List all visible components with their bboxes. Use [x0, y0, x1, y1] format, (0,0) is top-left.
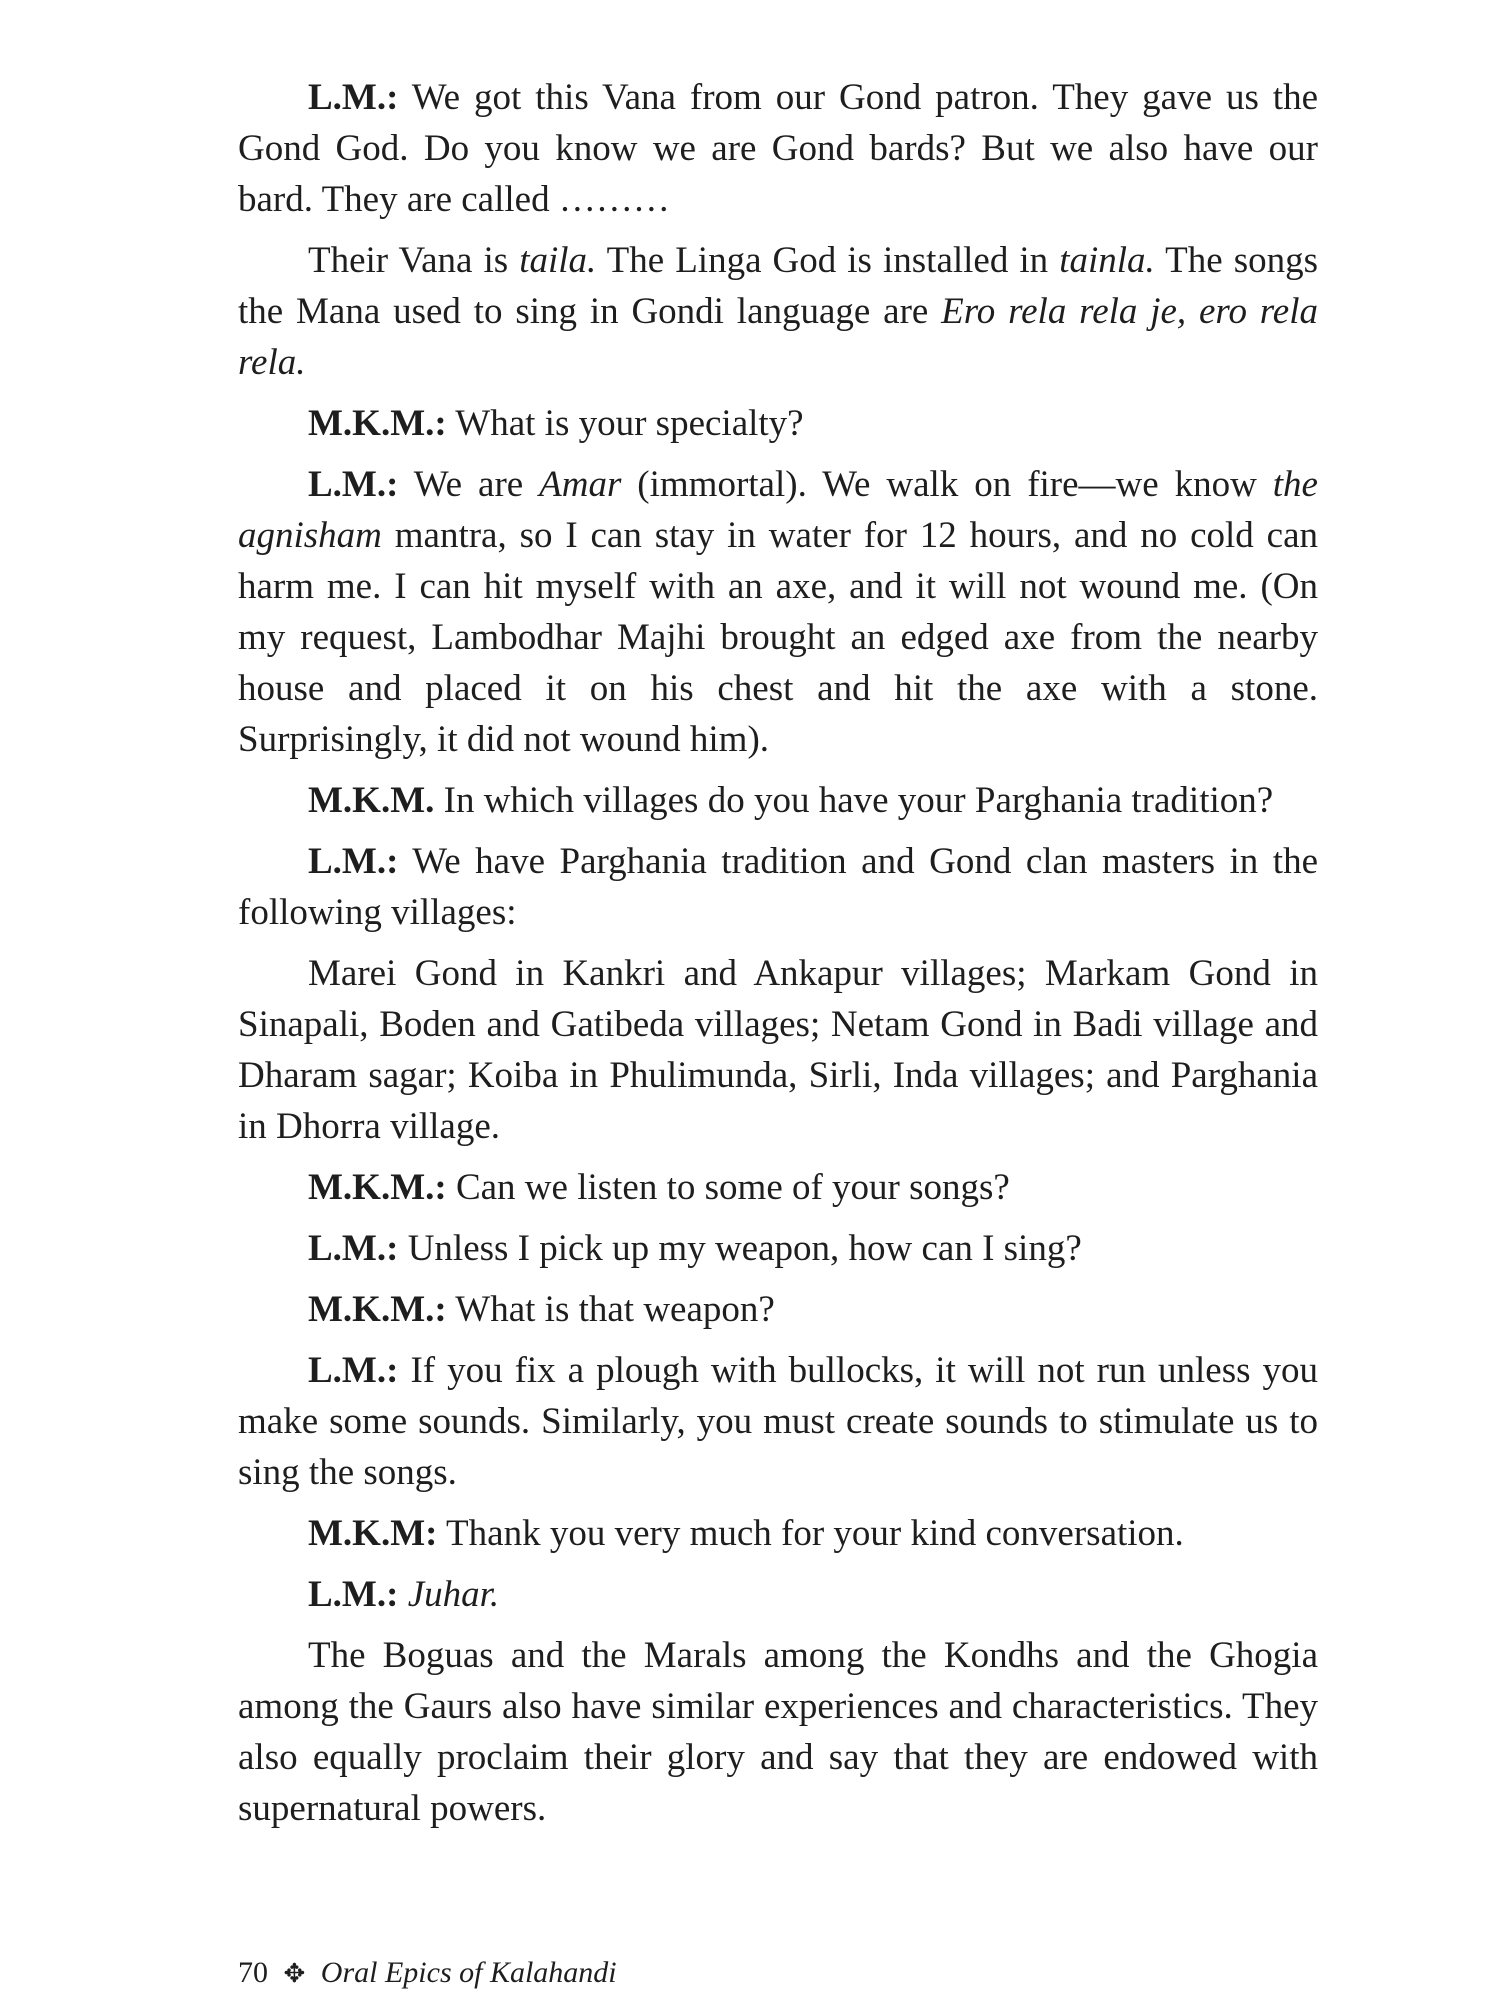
text-segment: We are	[413, 464, 540, 505]
italic-text: Amar	[539, 464, 622, 505]
running-title: Oral Epics of Kalahandi	[320, 1956, 617, 1989]
text-segment: The Linga God is installed in	[596, 240, 1060, 281]
paragraph	[238, 1345, 1318, 1498]
text-segment: We got this Vana from our Gond patron. They gave us the Gond God. Do you know we are Gond bards? But we also have our bard. They are called ………	[238, 77, 1318, 220]
text-segment: In which villages do you have your Parghania tradition?	[443, 780, 1274, 821]
speaker-label: M.K.M.:	[308, 1289, 447, 1330]
ornament-icon: ✥	[283, 1959, 306, 1988]
paragraph	[238, 1569, 1318, 1620]
paragraph	[238, 775, 1318, 826]
paragraph	[238, 1284, 1318, 1335]
speaker-label: L.M.:	[308, 1574, 399, 1615]
speaker-label: M.K.M:	[308, 1513, 438, 1554]
page-footer	[238, 1955, 617, 1992]
paragraph	[238, 1508, 1318, 1559]
speaker-label: L.M.:	[308, 464, 399, 505]
text-segment: The songs the Mana used to sing in Gondi language are	[238, 240, 1318, 332]
body-text	[238, 72, 1318, 1844]
text-segment: Marei Gond in Kankri and Ankapur villages; Markam Gond in Sinapali, Boden and Gatibeda villages; Netam Gond in Badi village and Dharam sagar; Koiba in Phulimunda, Sirli, Inda villages; and Parghania in Dhorra village.	[238, 953, 1318, 1147]
speaker-label: L.M.:	[308, 77, 399, 118]
paragraph	[238, 1223, 1318, 1274]
text-segment: If you fix a plough with bullocks, it will not run unless you make some sounds. Similarly, you must create sounds to stimulate us to sing the songs.	[238, 1350, 1318, 1493]
text-segment: We have Parghania tradition and Gond clan masters in the following villages:	[238, 841, 1318, 933]
speaker-label: L.M.:	[308, 1350, 399, 1391]
text-segment: (immortal). We walk on fire—we know	[621, 464, 1273, 505]
text-segment: Their Vana is	[308, 240, 520, 281]
text-segment: What is that weapon?	[455, 1289, 775, 1330]
speaker-label: M.K.M.:	[308, 403, 447, 444]
italic-text: tainla.	[1059, 240, 1155, 281]
text-segment: Can we listen to some of your songs?	[455, 1167, 1010, 1208]
text-segment: Thank you very much for your kind conversation.	[446, 1513, 1184, 1554]
paragraph	[238, 836, 1318, 938]
italic-text: the agnisham	[238, 464, 1318, 556]
paragraph	[238, 948, 1318, 1152]
paragraph	[238, 235, 1318, 388]
speaker-label: M.K.M.:	[308, 1167, 447, 1208]
italic-text: Juhar.	[407, 1574, 500, 1615]
paragraph	[238, 398, 1318, 449]
text-segment: What is your specialty?	[455, 403, 804, 444]
italic-text: Ero rela rela je, ero rela rela.	[238, 291, 1318, 383]
paragraph	[238, 1162, 1318, 1213]
page-number: 70	[238, 1956, 268, 1989]
speaker-label: L.M.:	[308, 841, 399, 882]
paragraph	[238, 459, 1318, 765]
paragraph	[238, 72, 1318, 225]
speaker-label: L.M.:	[308, 1228, 399, 1269]
speaker-label: M.K.M.	[308, 780, 435, 821]
paragraph	[238, 1630, 1318, 1834]
italic-text: taila.	[519, 240, 597, 281]
text-segment: The Boguas and the Marals among the Kondhs and the Ghogia among the Gaurs also have similar experiences and characteristics. They also equally proclaim their glory and say that they are endowed with supernatural powers.	[238, 1635, 1318, 1829]
text-segment: mantra, so I can stay in water for 12 hours, and no cold can harm me. I can hit myself with an axe, and it will not wound me. (On my request, Lambodhar Majhi brought an edged axe from the nearby house and placed it on his chest and hit the axe with a stone. Surprisingly, it did not wound him).	[238, 515, 1318, 760]
text-segment: Unless I pick up my weapon, how can I sing?	[407, 1228, 1082, 1269]
